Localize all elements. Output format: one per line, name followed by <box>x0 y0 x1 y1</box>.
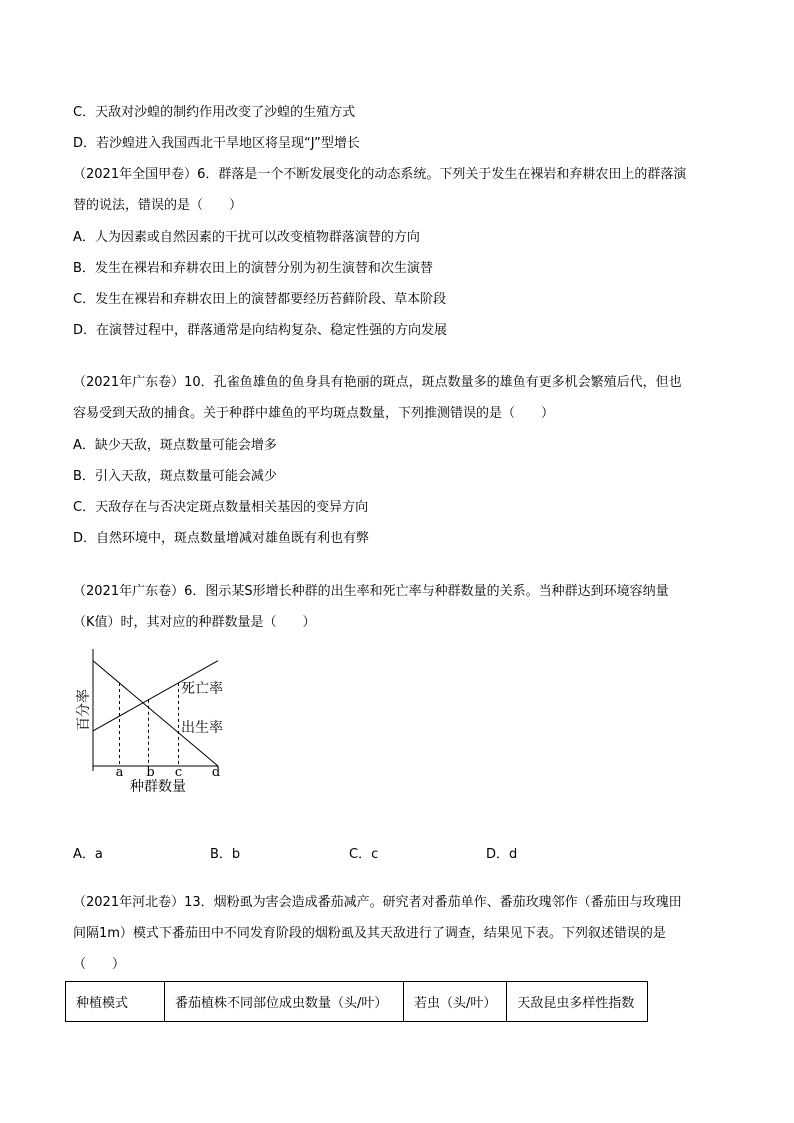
q6-option-d: D．在演替过程中，群落通常是向结构复杂、稳定性强的方向发展 <box>73 323 448 338</box>
q10-option-b: B．引入天敌，斑点数量可能会减少 <box>73 469 277 484</box>
q6b-option-b: B．b <box>210 847 241 862</box>
x-tick-b: b <box>146 765 155 780</box>
q6-option-b: B．发生在裸岩和弃耕农田上的演替分别为初生演替和次生演替 <box>73 261 433 276</box>
x-axis-label: 种群数量 <box>130 779 186 795</box>
question-13-blank: （ ） <box>73 957 126 972</box>
question-13-stem-cont: 间隔1m）模式下番茄田中不同发育阶段的烟粉虱及其天敌进行了调查，结果见下表。下列叙述错误的是 <box>73 926 666 941</box>
question-13-stem: （2021年河北卷）13．烟粉虱为害会造成番茄减产。研究者对番茄单作、番茄玫瑰邻作（番茄田与玫瑰田 <box>73 895 682 910</box>
q10-option-a: A．缺少天敌，斑点数量可能会增多 <box>73 438 277 453</box>
q6-option-c: C．发生在裸岩和弃耕农田上的演替都要经历苔藓阶段、草本阶段 <box>73 292 447 307</box>
table-header-cell: 番茄植株不同部位成虫数量（头/叶） <box>165 982 404 1022</box>
q6b-options <box>73 843 673 861</box>
q6b-option-d: D．d <box>486 847 518 862</box>
question-6-stem-cont: 替的说法，错误的是（ ） <box>73 198 243 213</box>
series-label-death-rate: 死亡率 <box>181 681 223 697</box>
q10-option-c: C．天敌存在与否决定斑点数量相关基因的变异方向 <box>73 500 369 515</box>
option-d-prev: D．若沙蝗进入我国西北干旱地区将呈现“J”型增长 <box>73 136 360 151</box>
question-6b-stem-cont: （K值）时，其对应的种群数量是（ ） <box>73 615 316 630</box>
y-axis-label: 百分率 <box>76 689 92 731</box>
x-tick-d: d <box>211 765 221 780</box>
q6b-option-a: A．a <box>73 847 103 862</box>
table-header-cell: 种植模式 <box>66 982 165 1022</box>
question-6-stem: （2021年全国甲卷）6．群落是一个不断发展变化的动态系统。下列关于发生在裸岩和弃耕农田上的群落演 <box>73 167 687 182</box>
q6-option-a: A．人为因素或自然因素的干扰可以改变植物群落演替的方向 <box>73 230 420 245</box>
x-tick-c: c <box>174 765 183 780</box>
population-rate-chart <box>73 640 233 800</box>
table-header-cell: 天敌昆虫多样性指数 <box>507 982 648 1022</box>
q10-option-d: D．自然环境中，斑点数量增减对雄鱼既有利也有弊 <box>73 531 370 546</box>
dashed-guides <box>120 683 179 766</box>
question-6b-stem: （2021年广东卷）6．图示某S形增长种群的出生率和死亡率与种群数量的关系。当种群达到环境容纳量 <box>73 584 669 599</box>
question-10-stem: （2021年广东卷）10．孔雀鱼雄鱼的鱼身具有艳丽的斑点，斑点数量多的雄鱼有更多机会繁殖后代，但也 <box>73 375 682 390</box>
option-c-prev: C．天敌对沙蝗的制约作用改变了沙蝗的生殖方式 <box>73 105 356 120</box>
series-label-birth-rate: 出生率 <box>181 720 223 736</box>
x-tick-a: a <box>115 765 124 780</box>
survey-table <box>65 981 648 1022</box>
table-header-row <box>66 982 648 1022</box>
q6b-option-c: C．c <box>349 847 379 862</box>
series-line-birth-rate <box>93 661 218 766</box>
table-header-cell: 若虫（头/叶） <box>404 982 507 1022</box>
question-10-stem-cont: 容易受到天敌的捕食。关于种群中雄鱼的平均斑点数量，下列推测错误的是（ ） <box>73 406 555 421</box>
